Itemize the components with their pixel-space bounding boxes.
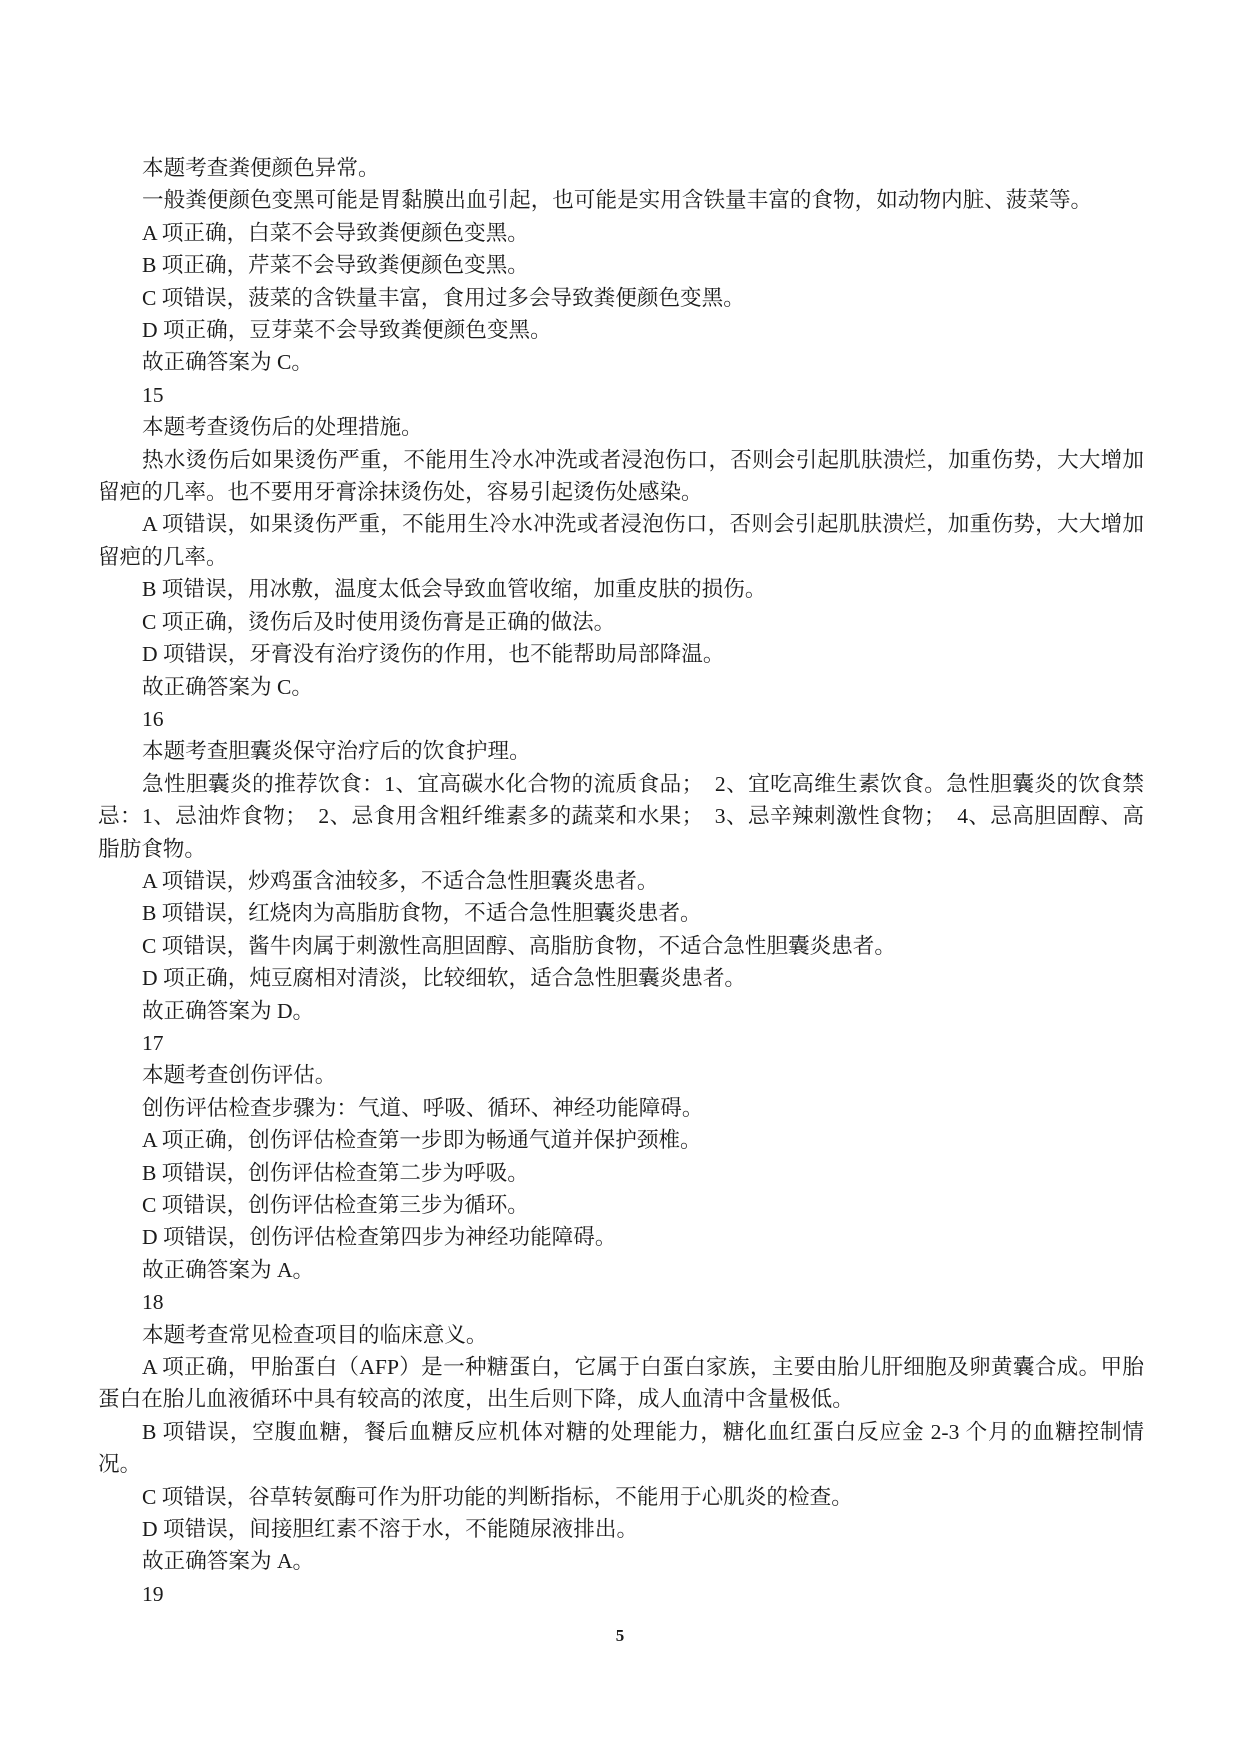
paragraph: 故正确答案为 A。 (142, 1257, 315, 1282)
paragraph: 一般粪便颜色变黑可能是胃黏膜出血引起，也可能是实用含铁量丰富的食物，如动物内脏、菠菜等。 (142, 188, 1093, 213)
paragraph: 热水烫伤后如果烫伤严重，不能用生冷水冲洗或者浸泡伤口，否则会引起肌肤溃烂，加重伤势，大大增加留疤的几率。也不要用牙膏涂抹烫伤处，容易引起烫伤处感染。 (98, 447, 1144, 505)
paragraph: 故正确答案为 A。 (142, 1549, 315, 1574)
paragraph: D 项错误，牙膏没有治疗烫伤的作用，也不能帮助局部降温。 (142, 642, 725, 667)
paragraph: A 项正确，甲胎蛋白（AFP）是一种糖蛋白，它属于白蛋白家族，主要由胎儿肝细胞及卵黄囊合成。甲胎蛋白在胎儿血液循环中具有较高的浓度，出生后则下降，成人血清中含量极低。 (98, 1355, 1144, 1412)
paragraph: 故正确答案为 C。 (142, 674, 313, 699)
paragraph: A 项正确，白菜不会导致粪便颜色变黑。 (142, 220, 529, 245)
paragraph: A 项错误，如果烫伤严重，不能用生冷水冲洗或者浸泡伤口，否则会引起肌肤溃烂，加重伤势，大大增加留疤的几率。 (98, 512, 1144, 569)
page-number: 5 (615, 1626, 625, 1645)
paragraph: 创伤评估检查步骤为：气道、呼吸、循环、神经功能障碍。 (142, 1095, 704, 1120)
paragraph: B 项错误，创伤评估检查第二步为呼吸。 (142, 1160, 529, 1185)
paragraph: A 项正确，创伤评估检查第一步即为畅通气道并保护颈椎。 (142, 1128, 702, 1153)
paragraph: B 项错误，用冰敷，温度太低会导致血管收缩，加重皮肤的损伤。 (142, 577, 767, 602)
question-number: 17 (142, 1030, 164, 1055)
paragraph: 本题考查粪便颜色异常。 (142, 156, 380, 180)
question-number: 18 (142, 1290, 164, 1315)
paragraph: D 项正确，炖豆腐相对清淡，比较细软，适合急性胆囊炎患者。 (142, 966, 747, 991)
paragraph: D 项正确，豆芽菜不会导致粪便颜色变黑。 (142, 318, 552, 343)
paragraph: D 项错误，间接胆红素不溶于水，不能随尿液排出。 (142, 1517, 639, 1542)
paragraph: A 项错误，炒鸡蛋含油较多，不适合急性胆囊炎患者。 (142, 868, 659, 893)
paragraph: C 项错误，菠菜的含铁量丰富，食用过多会导致粪便颜色变黑。 (142, 285, 745, 310)
paragraph: 本题考查常见检查项目的临床意义。 (142, 1322, 488, 1347)
paragraph: B 项正确，芹菜不会导致粪便颜色变黑。 (142, 253, 529, 278)
paragraph: C 项错误，创伤评估检查第三步为循环。 (142, 1193, 529, 1217)
question-number: 16 (142, 706, 164, 731)
paragraph: D 项错误，创伤评估检查第四步为神经功能障碍。 (142, 1225, 617, 1250)
paragraph: 故正确答案为 D。 (142, 998, 315, 1023)
paragraph: C 项错误，酱牛肉属于刺激性高胆固醇、高脂肪食物，不适合急性胆囊炎患者。 (142, 933, 896, 958)
paragraph: 本题考查胆囊炎保守治疗后的饮食护理。 (142, 739, 531, 764)
question-number: 15 (142, 382, 164, 407)
paragraph: B 项错误，红烧肉为高脂肪食物，不适合急性胆囊炎患者。 (142, 901, 702, 926)
paragraph: B 项错误，空腹血糖，餐后血糖反应机体对糖的处理能力，糖化血红蛋白反应金 2-3 个月的血糖控制情况。 (98, 1419, 1144, 1477)
paragraph: C 项错误，谷草转氨酶可作为肝功能的判断指标，不能用于心肌炎的检查。 (142, 1484, 853, 1509)
question-number: 19 (142, 1581, 164, 1606)
document-body (98, 152, 1144, 1610)
paragraph: 故正确答案为 C。 (142, 350, 313, 375)
paragraph: 本题考查创伤评估。 (142, 1063, 337, 1088)
paragraph: C 项正确，烫伤后及时使用烫伤膏是正确的做法。 (142, 609, 616, 634)
paragraph: 急性胆囊炎的推荐饮食：1、宜高碳水化合物的流质食品； 2、宜吃高维生素饮食。急性胆囊炎的饮食禁忌：1、忌油炸食物； 2、忌食用含粗纤维素多的蔬菜和水果； 3、忌辛辣刺激性食物； 4、忌高胆固醇、高脂肪食物。 (98, 771, 1144, 861)
paragraph: 本题考查烫伤后的处理措施。 (142, 415, 423, 440)
